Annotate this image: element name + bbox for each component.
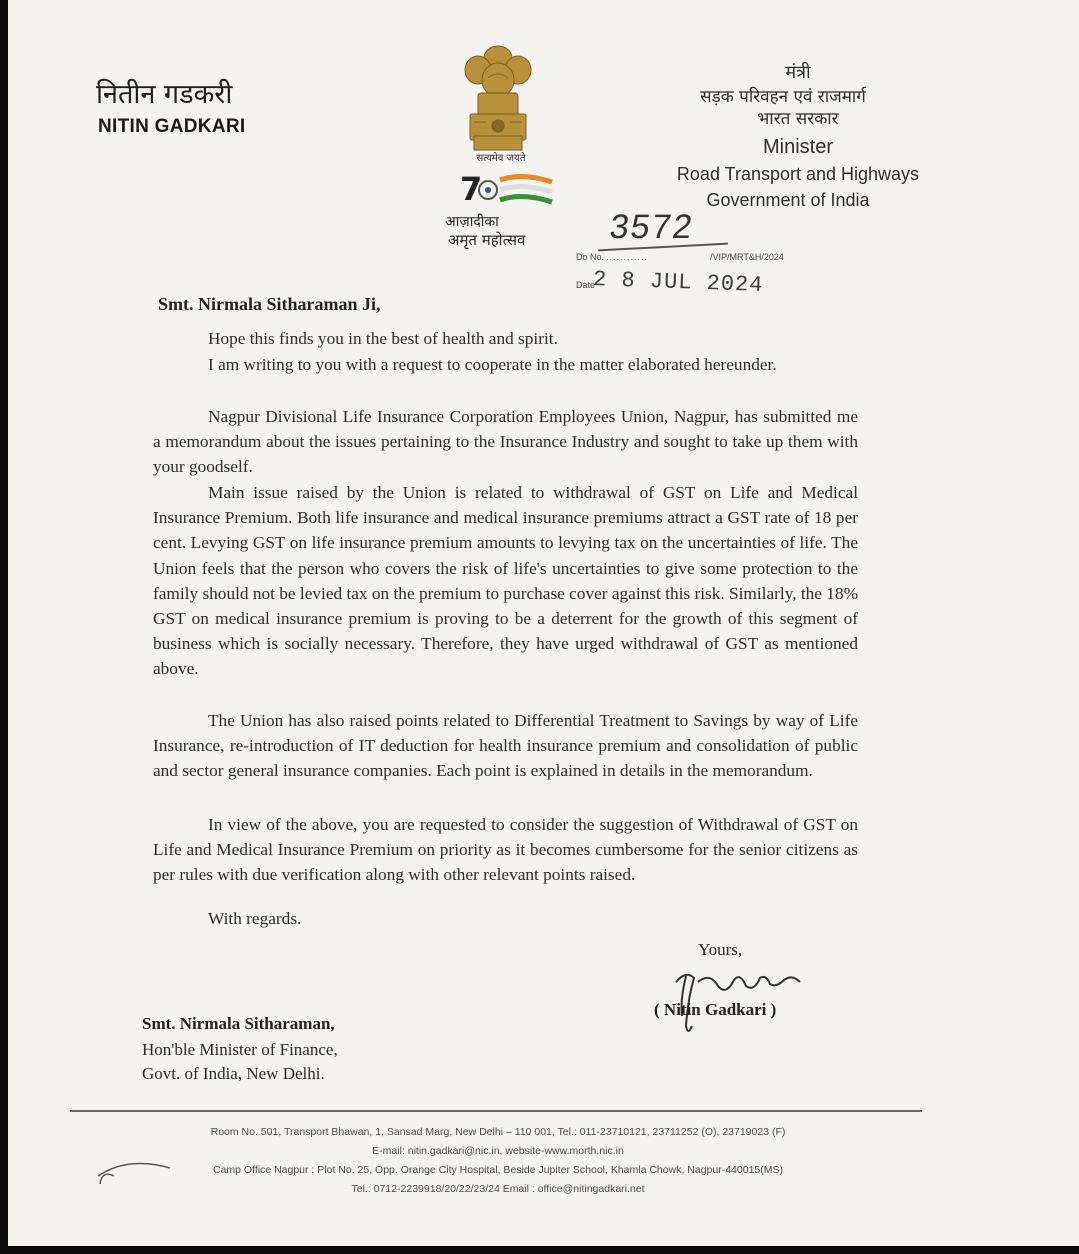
designation-english: Minister: [762, 136, 833, 158]
body-paragraph: With regards.: [208, 909, 302, 928]
sender-name-hindi: नितीन गडकरी: [96, 79, 233, 110]
footer-divider: [70, 1110, 922, 1112]
designation-hindi: मंत्री: [785, 62, 811, 83]
body-paragraph: In view of the above, you are requested to consider the suggestion of Withdrawal of GST on Life and Medical Insurance Premium on priority as it becomes cumbersome for the senior citizens as per rules with due verification along with other relevant points raised.: [153, 815, 858, 885]
footer-email-website: E-mail: nitin.gadkari@nic.in, website-www.morth.nic.in: [372, 1145, 624, 1157]
date-stamp: 2 8 JUL 2024: [592, 267, 764, 298]
amrit-logo-line2: अमृत महोत्सव: [448, 231, 526, 249]
body-paragraph: Main issue raised by the Union is related to withdrawal of GST on Life and Medical Insurance Premium. Both life insurance and medical insurance premiums attract a GST rate of 18 per cent. Levying GST on life insurance premium amounts to levying tax on the uncertainties of life. The Union feels that the person who covers the risk of life's uncertainties to give some protection to the family should not be levied tax on the premium to purchase cover against this risk. Similarly, the 18% GST on medical insurance premium is proving to be a deterrent for the growth of this segment of business which is socially necessary. Therefore, they have urged withdrawal of GST as mentioned above.: [153, 483, 858, 679]
do-number-blank: ............: [606, 252, 649, 262]
government-english: Government of India: [706, 190, 870, 210]
amrit-logo-line1: आज़ादीका: [445, 214, 499, 230]
body-paragraph: The Union has also raised points related to Differential Treatment to Savings by way of Life Insurance, re-introduction of IT deduction for health insurance premium and consolidation of public and sector general insurance companies. Each point is explained in details in the memorandum.: [153, 711, 858, 781]
footer-address-nagpur: Camp Office Nagpur : Plot No. 25, Opp. Orange City Hospital, Beside Jupiter School, Khamla Chowk, Nagpur-440015(MS): [213, 1164, 783, 1176]
addressee-title: Hon'ble Minister of Finance,: [142, 1040, 338, 1059]
signatory-name: ( Nitin Gadkari ): [654, 1000, 777, 1019]
closing: Yours,: [698, 940, 743, 959]
addressee-place: Govt. of India, New Delhi.: [142, 1064, 325, 1083]
footer-nagpur-contact: Tel.: 0712-2239918/20/22/23/24 Email : office@nitingadkari.net: [351, 1183, 645, 1195]
date-label: Date: [576, 280, 596, 290]
signature-scribble: [656, 952, 846, 1042]
svg-text:7: 7: [460, 170, 483, 208]
government-hindi: भारत सरकार: [757, 109, 839, 129]
azadi-amrit-mahotsav-logo-icon: [452, 168, 562, 216]
body-paragraph: Nagpur Divisional Life Insurance Corporation Employees Union, Nagpur, has submitted me a memorandum about the issues pertaining to the Insurance Industry and sought to take up them with your goodself.: [153, 407, 858, 477]
addressee-name: Smt. Nirmala Sitharaman,: [142, 1014, 335, 1033]
do-number-label: Do No.: [576, 252, 605, 262]
emblem-motto: सत्यमेव जयते: [476, 153, 526, 164]
do-number-suffix: /VIP/MRT&H/2024: [710, 252, 784, 262]
ministry-english: Road Transport and Highways: [676, 164, 920, 184]
handwritten-circle-mark: [94, 1156, 174, 1190]
letter-page: [8, 0, 1079, 1246]
handwritten-reference-number: 3572: [607, 208, 697, 246]
footer-address-delhi: Room No. 501, Transport Bhawan, 1, Sansad Marg, New Delhi – 110 001, Tel.: 011-23710121, 23711252 (O), 23719023 (F): [210, 1126, 786, 1138]
body-paragraph: Hope this finds you in the best of health and spirit.: [208, 329, 558, 348]
ministry-hindi: सड़क परिवहन एवं राजमार्ग: [700, 87, 866, 107]
sender-name-english: NITIN GADKARI: [98, 116, 246, 137]
body-paragraph: I am writing to you with a request to cooperate in the matter elaborated hereunder.: [208, 355, 777, 374]
salutation: Smt. Nirmala Sitharaman Ji,: [158, 294, 381, 314]
